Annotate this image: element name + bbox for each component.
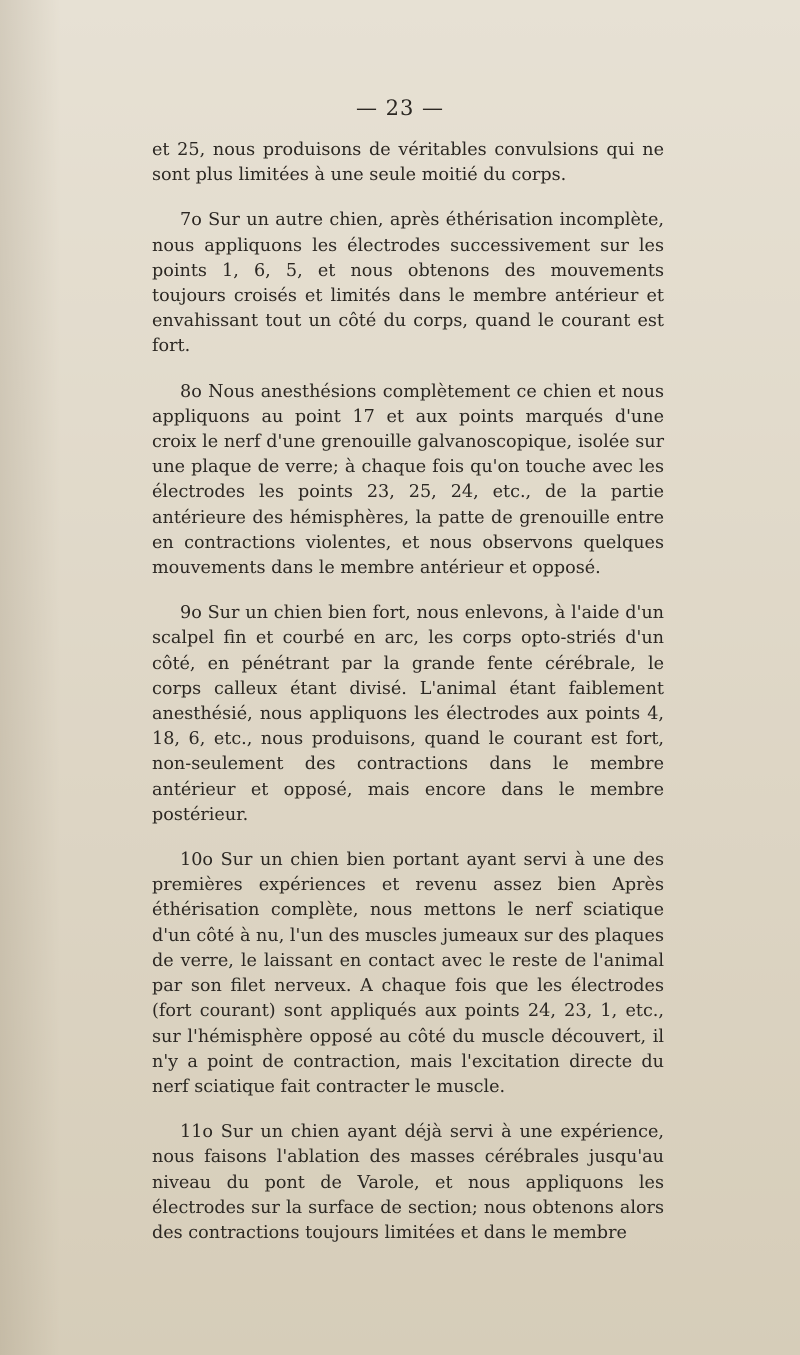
paragraph-10: 10o Sur un chien bien portant ayant servi à une des premières expériences et revenu assez bien Après éthérisation complète, nous mettons le nerf sciatique d'un côté à nu, l'un des muscles jumeaux sur des plaques de verre, le laissant en contact avec le reste de l'animal par son filet nerveux. A chaque fois que les électrodes (fort courant) sont appliqués aux points 24, 23, 1, etc., sur l'hémisphère opposé au côté du muscle découvert, il n'y a point de contraction, mais l'excitation directe du nerf sciatique fait contracter le muscle. <box>152 850 664 1097</box>
paragraph-11: 11o Sur un chien ayant déjà servi à une expérience, nous faisons l'ablation des masses cérébrales jusqu'au niveau du pont de Varole, et nous appliquons les électrodes sur la surface de section; nous obtenons alors des contractions toujours limitées et dans le membre <box>152 1122 664 1243</box>
paragraph-9: 9o Sur un chien bien fort, nous enlevons, à l'aide d'un scalpel fin et courbé en arc, les corps opto-striés d'un côté, en pénétrant par la grande fente cérébrale, le corps calleux étant divisé. L'animal étant faiblement anesthésié, nous appliquons les électrodes aux points 4, 18, 6, etc., nous produisons, quand le courant est fort, non-seulement des contractions dans le membre antérieur et opposé, mais encore dans le membre postérieur. <box>152 603 664 825</box>
page-edge-shadow <box>0 0 60 1355</box>
body-text <box>152 138 664 1266</box>
paragraph-continuation: et 25, nous produisons de véritables convulsions qui ne sont plus limitées à une seule moitié du corps. <box>152 140 664 186</box>
paragraph-8: 8o Nous anesthésions complètement ce chien et nous appliquons au point 17 et aux points marqués d'une croix le nerf d'une grenouille galvanoscopique, isolée sur une plaque de verre; à chaque fois qu'on touche avec les électrodes les points 23, 25, 24, etc., de la partie antérieure des hémisphères, la patte de grenouille entre en contractions violentes, et nous observons quelques mouvements dans le membre antérieur et opposé. <box>152 381 664 579</box>
page-number: — 23 — <box>355 96 445 120</box>
paragraph-7: 7o Sur un autre chien, après éthérisation incomplète, nous appliquons les électrodes successivement sur les points 1, 6, 5, et nous obtenons des mouvements toujours croisés et limités dans le membre antérieur et envahissant tout un côté du corps, quand le courant est fort. <box>152 210 664 357</box>
